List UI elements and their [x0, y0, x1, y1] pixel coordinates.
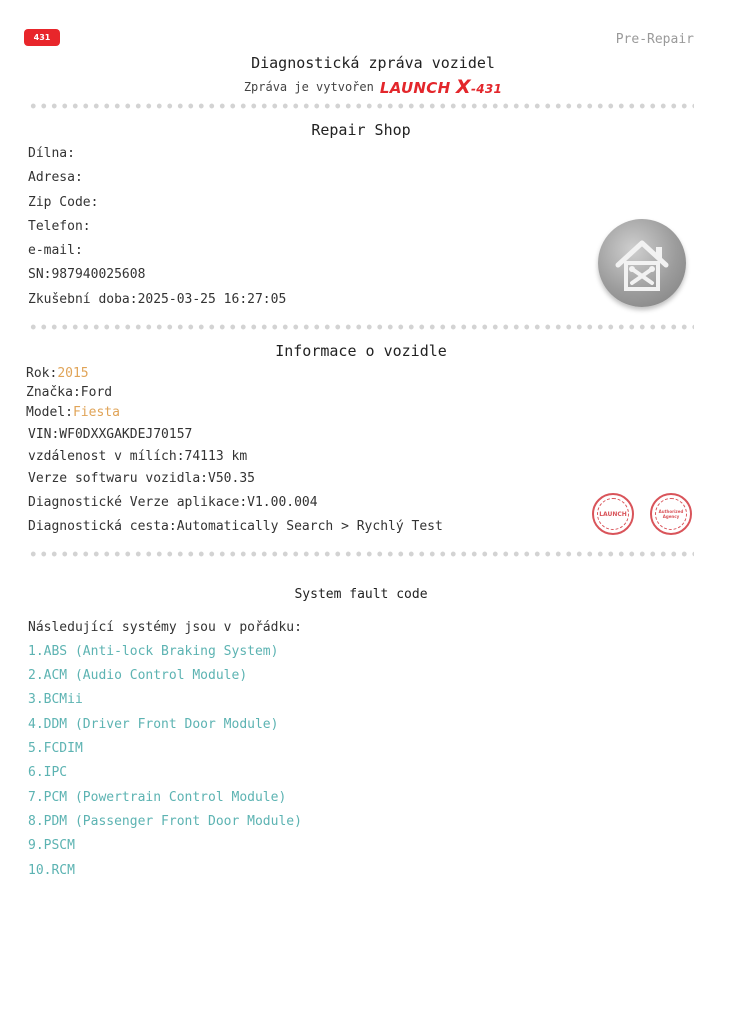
repair-shop-tools-icon — [598, 219, 686, 307]
system-item: 8.PDM (Passenger Front Door Module) — [28, 814, 302, 829]
launch-stamp-icon: LAUNCH — [592, 493, 634, 535]
vehicle-make: Značka:Ford — [26, 385, 113, 400]
shop-line: e-mail: — [28, 243, 83, 258]
divider — [28, 324, 694, 330]
system-item: 3.BCMii — [28, 692, 83, 707]
shop-line: Zip Code: — [28, 195, 99, 210]
system-item: 5.FCDIM — [28, 741, 83, 756]
system-item: 6.IPC — [28, 765, 68, 780]
vehicle-line: Diagnostická cesta:Automatically Search > Rychlý Test — [28, 519, 443, 534]
divider — [28, 551, 694, 557]
system-item: 7.PCM (Powertrain Control Module) — [28, 790, 287, 805]
subtitle-text: Zpráva je vytvořen — [243, 80, 374, 94]
system-item: 2.ACM (Audio Control Module) — [28, 668, 248, 683]
shop-line: Adresa: — [28, 170, 83, 185]
shop-line: Zkušební doba:2025-03-25 16:27:05 — [28, 292, 287, 307]
report-title: Diagnostická zpráva vozidel — [251, 54, 495, 72]
vehicle-model: Model:Fiesta — [26, 405, 120, 420]
system-item: 9.PSCM — [28, 838, 75, 853]
vehicle-line: Diagnostické Verze aplikace:V1.00.004 — [28, 495, 318, 510]
shop-line: SN:987940025608 — [28, 267, 146, 282]
system-item: 10.RCM — [28, 863, 75, 878]
authorized-agency-stamp-icon: Authorized Agency — [650, 493, 692, 535]
shop-line: Dílna: — [28, 146, 75, 161]
section-title-fault-code: System fault code — [294, 587, 428, 602]
section-title-repair-shop: Repair Shop — [311, 121, 411, 139]
vehicle-line: Verze softwaru vozidla:V50.35 — [28, 471, 255, 486]
report-badge: 431 — [24, 29, 60, 46]
system-item: 1.ABS (Anti-lock Braking System) — [28, 644, 279, 659]
report-status: Pre-Repair — [615, 32, 694, 47]
vehicle-line: vzdálenost v mílích:74113 km — [28, 449, 248, 464]
divider — [28, 103, 694, 109]
section-title-vehicle: Informace o vozidle — [275, 342, 447, 360]
launch-logo: LAUNCH X-431 — [379, 76, 503, 98]
report-subtitle — [0, 76, 746, 98]
vehicle-year: Rok:2015 — [26, 366, 89, 381]
fault-intro: Následující systémy jsou v pořádku: — [28, 620, 302, 635]
vehicle-line: VIN:WF0DXXGAKDEJ70157 — [28, 427, 193, 442]
system-item: 4.DDM (Driver Front Door Module) — [28, 717, 279, 732]
shop-line: Telefon: — [28, 219, 91, 234]
